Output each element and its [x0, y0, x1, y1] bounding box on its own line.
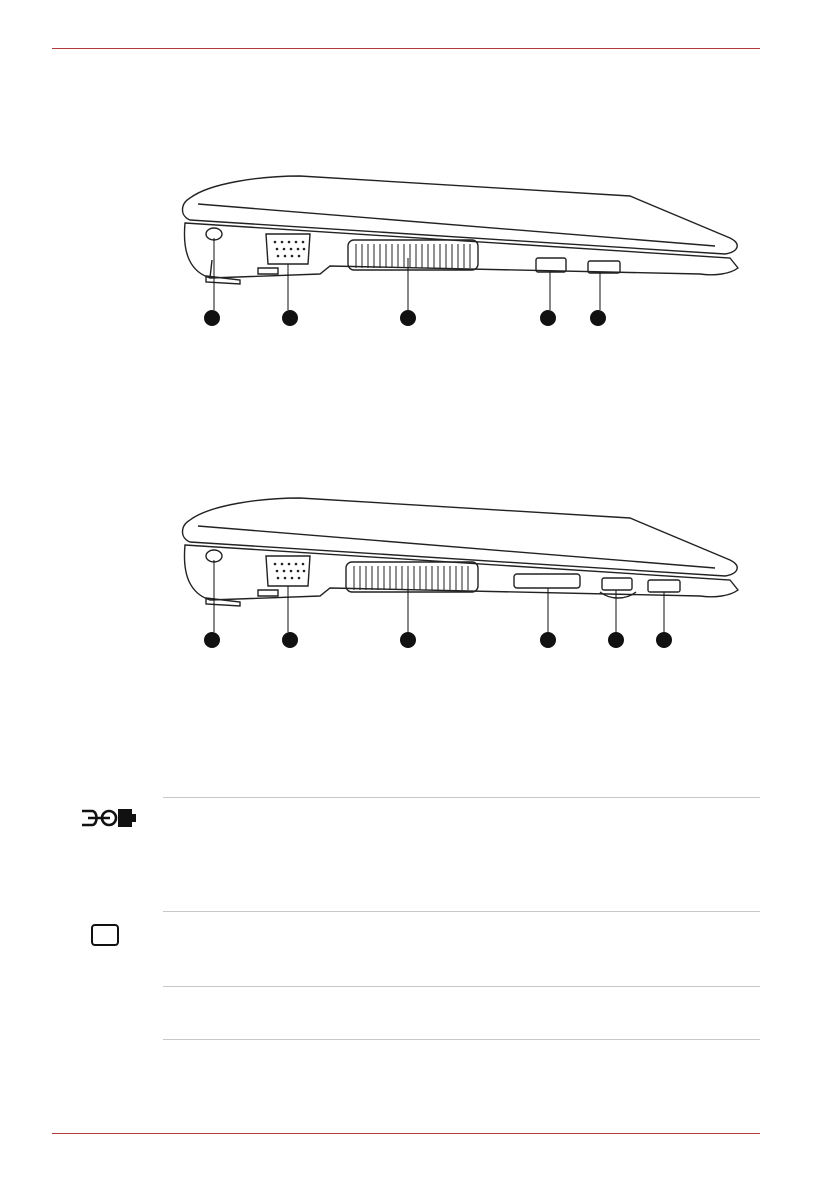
laptop-side-illustration — [170, 168, 750, 338]
callout-marker — [540, 310, 556, 326]
table-rule — [163, 911, 760, 912]
left-side-figure-a — [170, 168, 750, 338]
callout-marker — [590, 310, 606, 326]
callout-marker — [204, 310, 220, 326]
callout-marker — [656, 632, 672, 648]
left-side-figure-b — [170, 490, 750, 660]
external-monitor-icon — [90, 923, 120, 947]
callout-marker — [400, 632, 416, 648]
callout-marker — [400, 310, 416, 326]
callout-markers — [204, 310, 606, 326]
header-rule — [52, 48, 760, 49]
callout-marker — [540, 632, 556, 648]
security-lock-icon — [78, 806, 138, 830]
table-rule — [163, 797, 760, 798]
callout-marker — [204, 632, 220, 648]
laptop-side-illustration — [170, 490, 750, 660]
table-rule — [163, 986, 760, 987]
footer-rule — [52, 1133, 760, 1134]
callout-marker — [608, 632, 624, 648]
callout-marker — [282, 310, 298, 326]
callout-marker — [282, 632, 298, 648]
table-rule — [163, 1039, 760, 1040]
